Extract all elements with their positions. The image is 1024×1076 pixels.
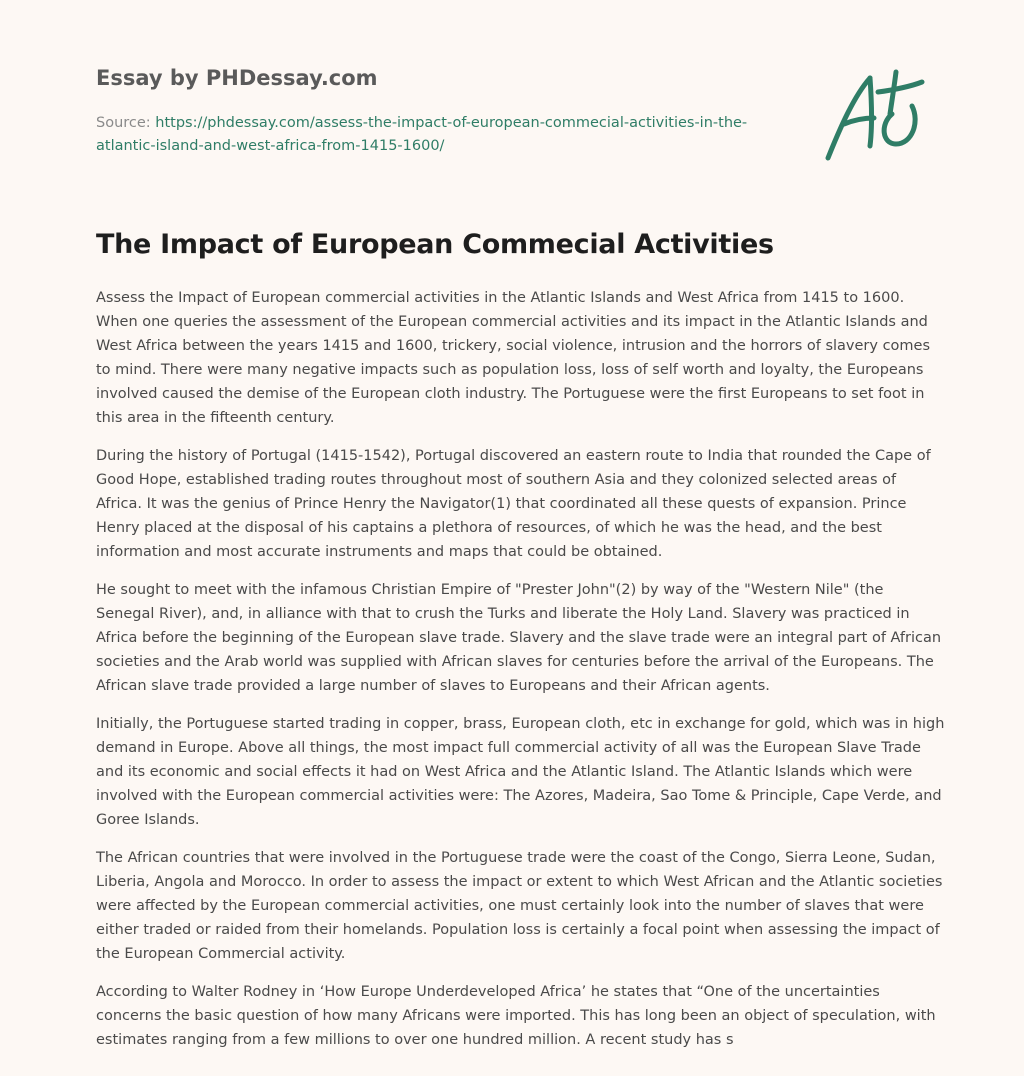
a-plus-logo-icon [820,66,930,166]
site-title: Essay by PHDessay.com [96,66,378,90]
essay-paragraph: During the history of Portugal (1415-1542), Portugal discovered an eastern route to India that rounded the Cape of Good Hope, established trading routes throughout most of southern Asia and they colonized selected areas of Africa. It was the genius of Prince Henry the Navigator(1) that coordinated all these quests of expansion. Prince Henry placed at the disposal of his captains a plethora of resources, of which he was the head, and the best information and most accurate instruments and maps that could be obtained. [96,448,931,560]
essay-paragraph: He sought to meet with the infamous Christian Empire of "Prester John"(2) by way of the "Western Nile" (the Senegal River), and, in alliance with that to crush the Turks and liberate the Holy Land. Slavery was practiced in Africa before the beginning of the European slave trade. Slavery and the slave trade were an integral part of African societies and the Arab world was supplied with African slaves for centuries before the arrival of the Europeans. The African slave trade provided a large number of slaves to Europeans and their African agents. [96,582,942,694]
essay-paragraph: Assess the Impact of European commercial activities in the Atlantic Islands and West Africa from 1415 to 1600. When one queries the assessment of the European commercial activities and its impact in the Atlantic Islands and West Africa between the years 1415 and 1600, trickery, social violence, intrusion and the horrors of slavery comes to mind. There were many negative impacts such as population loss, loss of self worth and loyalty, the Europeans involved caused the demise of the European cloth industry. The Portuguese were the first Europeans to set foot in this area in the fifteenth century. [96,290,931,426]
essay-paragraph: According to Walter Rodney in ‘How Europe Underdeveloped Africa’ he states that “One of the uncertainties concerns the basic question of how many Africans were imported. This has long been an object of speculation, with estimates ranging from a few millions to over one hundred million. A recent study has s [96,984,936,1048]
source-label: Source: [96,115,156,131]
source-line [96,112,756,158]
essay-paragraph: The African countries that were involved in the Portuguese trade were the coast of the Congo, Sierra Leone, Sudan, Liberia, Angola and Morocco. In order to assess the impact or extent to which West African and the Atlantic societies were affected by the European commercial activities, one must certainly look into the number of slaves that were either traded or raided from their homelands. Population loss is certainly a focal point when assessing the impact of the European Commercial activity. [96,850,943,962]
essay-title: The Impact of European Commecial Activities [96,229,774,260]
source-link[interactable]: https://phdessay.com/assess-the-impact-of-european-commecial-activities-in-the-atlantic-island-and-west-africa-from-1415-1600/ [96,115,748,154]
essay-paragraph: Initially, the Portuguese started trading in copper, brass, European cloth, etc in exchange for gold, which was in high demand in Europe. Above all things, the most impact full commercial activity of all was the European Slave Trade and its economic and social effects it had on West Africa and the Atlantic Island. The Atlantic Islands which were involved with the European commercial activities were: The Azores, Madeira, Sao Tome & Principle, Cape Verde, and Goree Islands. [96,716,945,828]
essay-body [96,286,946,1066]
